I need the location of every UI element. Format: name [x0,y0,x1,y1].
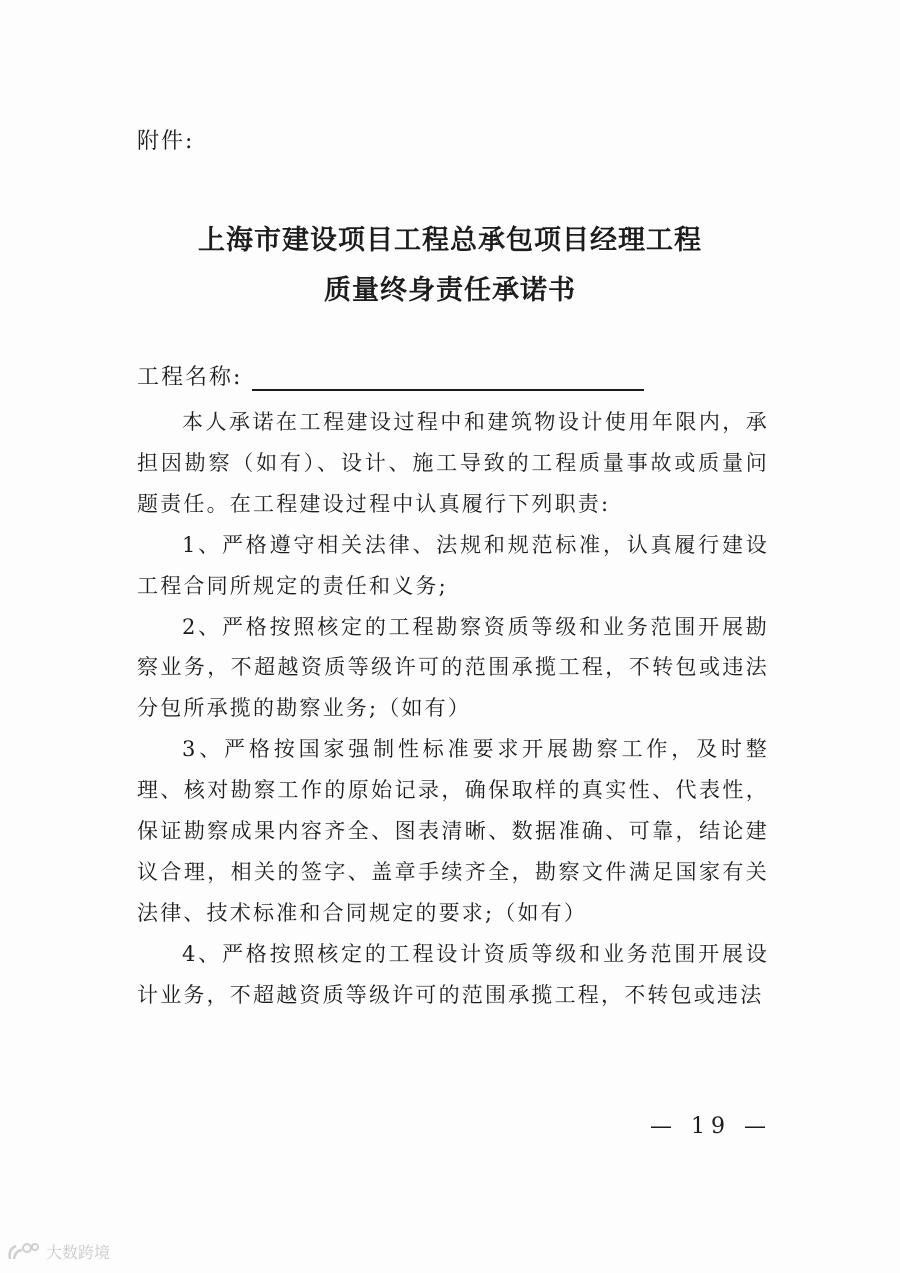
attachment-label: 附件: [137,129,195,154]
commitment-paragraph: 本人承诺在工程建设过程中和建筑物设计使用年限内，承担因勘察（如有）、设计、施工导致的工程质量事故或质量问题责任。在工程建设过程中认真履行下列职责: [137,410,769,516]
project-name-label: 工程名称: [137,365,243,390]
duty-item-3: 3、严格按国家强制性标准要求开展勘察工作，及时整理、核对勘察工作的原始记录，确保取样的真实性、代表性，保证勘察成果内容齐全、图表清晰、数据准确、可靠，结论建议合理，相关的签字、盖章手续齐全，勘察文件满足国家有关法律、技术标准和合同规定的要求;（如有） [137,737,769,925]
watermark-text: 大数跨境 [46,1243,111,1262]
commitment-body [137,402,769,1016]
duty-item-2: 2、严格按照核定的工程勘察资质等级和业务范围开展勘察业务，不超越资质等级许可的范围承揽工程，不转包或违法分包所承揽的勘察业务;（如有） [137,614,769,721]
duty-item-1: 1、严格遵守相关法律、法规和规范标准，认真履行建设工程合同所规定的责任和义务; [137,532,769,598]
project-name-field [137,361,644,391]
project-name-blank-line [252,365,644,391]
watermark-logo-icon [6,1241,40,1263]
document-title-line-2: 质量终身责任承诺书 [324,275,576,306]
document-title-line-1: 上海市建设项目工程总承包项目经理工程 [198,225,702,256]
watermark [6,1240,110,1263]
page-number: — 19 — [650,1114,772,1139]
duty-item-4: 4、严格按照核定的工程设计资质等级和业务范围开展设计业务，不超越资质等级许可的范围承揽工程，不转包或违法 [137,941,769,1007]
